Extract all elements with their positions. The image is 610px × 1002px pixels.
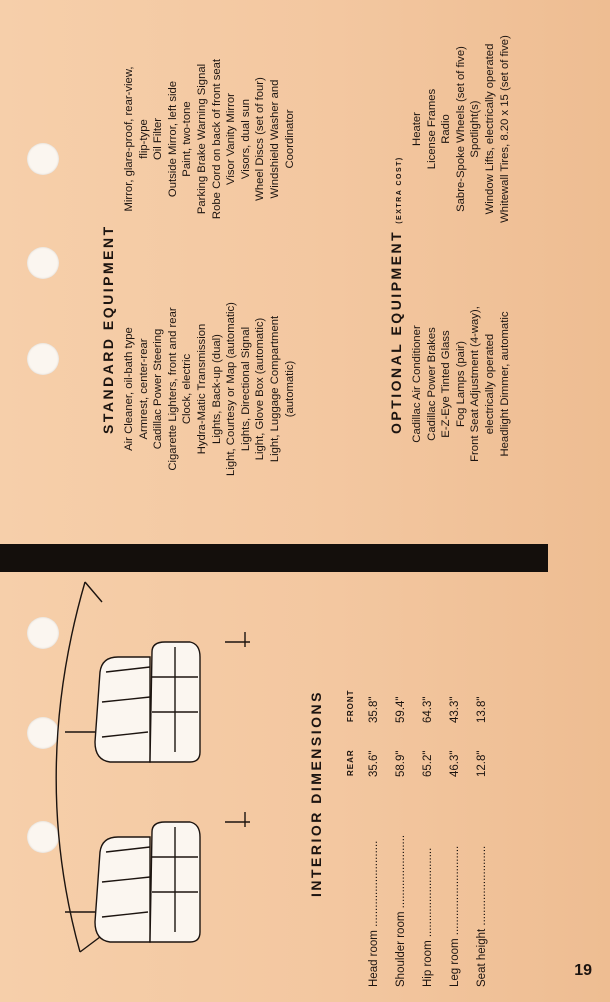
optional-equipment-item: Cadillac Air Conditioner <box>411 325 423 443</box>
standard-equipment-left-list <box>122 264 297 514</box>
standard-equipment-right-list <box>122 14 297 264</box>
rear-value: 46.3" <box>448 750 461 777</box>
standard-equipment-item: Clock, electric <box>181 353 194 425</box>
dimension-label: Seat height ......................... <box>475 845 488 987</box>
page-number: 19 <box>574 962 592 979</box>
front-value: 59.4" <box>394 696 407 723</box>
optional-equipment-right-list <box>410 4 512 254</box>
standard-equipment-item: (automatic) <box>283 360 296 418</box>
optional-equipment-item: Whitewall Tires, 8.20 x 15 (set of five) <box>498 35 511 223</box>
front-value: 64.3" <box>421 696 434 723</box>
optional-equipment-left-list <box>410 264 512 504</box>
standard-equipment-item: Light, Glove Box (automatic) <box>254 317 267 461</box>
dimensions-header-row <box>340 669 360 987</box>
dimensions-label-header <box>340 777 360 987</box>
standard-equipment-item: Parking Brake Warning Signal <box>195 63 208 215</box>
standard-equipment-item: Lights, Back-up (dual) <box>210 334 223 444</box>
standard-equipment-item: flip-type <box>137 119 150 159</box>
optional-equipment-item: Cadillac Power Brakes <box>425 327 438 441</box>
standard-equipment-item: Cigarette Lighters, front and rear <box>166 307 179 471</box>
standard-equipment-item: Wheel Discs (set of four) <box>254 77 267 201</box>
standard-equipment-item: Visors, dual sun <box>239 98 252 180</box>
optional-equipment-item: Spotlight(s) <box>469 100 482 158</box>
optional-equipment-title-text: OPTIONAL EQUIPMENT <box>388 229 404 434</box>
front-value: 43.3" <box>448 696 461 723</box>
optional-equipment-item: Heater <box>411 112 423 146</box>
standard-equipment-item: Coordinator <box>283 109 296 169</box>
table-row <box>468 669 495 987</box>
seat-diagram <box>40 572 270 972</box>
optional-equipment-item: Headlight Dimmer, automatic <box>498 311 511 457</box>
table-row <box>441 669 468 987</box>
standard-equipment-item: Outside Mirror, left side <box>166 80 179 198</box>
dimension-label: Leg room ............................ <box>448 845 461 987</box>
optional-equipment-subtitle: (EXTRA COST) <box>396 156 403 224</box>
optional-equipment-item: Front Seat Adjustment (4-way), <box>469 306 482 462</box>
standard-equipment-item: Lights, Directional Signal <box>239 326 252 452</box>
standard-equipment-item: Light, Luggage Compartment <box>268 315 281 463</box>
table-row <box>414 669 441 987</box>
optional-equipment-item: Window Lifts, electrically operated <box>483 43 496 215</box>
standard-equipment-item: Oil Filter <box>152 117 165 161</box>
front-value: 35.8" <box>367 696 380 723</box>
optional-equipment-item: electrically operated <box>483 333 496 435</box>
optional-equipment-title <box>388 156 404 434</box>
front-column-header: FRONT <box>345 689 355 722</box>
standard-equipment-item: Air Cleaner, oil-bath type <box>123 327 135 451</box>
rear-value: 12.8" <box>475 750 488 777</box>
optional-equipment-item: Radio <box>440 114 453 144</box>
standard-equipment-item: Mirror, glare-proof, rear-view, <box>123 66 135 212</box>
dimension-label: Head room ........................... <box>367 840 380 987</box>
standard-equipment-item: Hydra-Matic Transmission <box>195 323 208 455</box>
standard-equipment-item: Light, Courtesy or Map (automatic) <box>225 302 238 476</box>
standard-equipment-item: Visor Vanity Mirror <box>225 93 238 185</box>
dimensions-table <box>340 669 495 987</box>
table-row <box>360 669 387 987</box>
rear-column-header: REAR <box>345 749 355 776</box>
standard-equipment-item: Windshield Washer and <box>268 79 281 199</box>
optional-equipment-item: Sabre-Spoke Wheels (set of five) <box>454 46 467 212</box>
interior-dimensions-section <box>0 572 610 1002</box>
dimension-label: Shoulder room ....................... <box>394 834 407 987</box>
dimension-label: Hip room ............................ <box>421 847 434 987</box>
optional-equipment-item: Fog Lamps (pair) <box>454 341 467 428</box>
rear-value: 65.2" <box>421 750 434 777</box>
interior-dimensions-title: INTERIOR DIMENSIONS <box>308 690 324 897</box>
standard-equipment-title: STANDARD EQUIPMENT <box>100 224 116 434</box>
rear-value: 58.9" <box>394 750 407 777</box>
front-value: 13.8" <box>475 696 488 723</box>
optional-equipment-item: E-Z-Eye Tinted Glass <box>440 330 453 438</box>
standard-equipment-item: Robe Cord on back of front seat <box>210 58 223 220</box>
section-divider-bar <box>0 544 548 572</box>
standard-equipment-item: Paint, two-tone <box>181 101 194 177</box>
rear-value: 35.6" <box>367 750 380 777</box>
optional-equipment-item: License Frames <box>425 88 438 170</box>
standard-equipment-item: Armrest, center-rear <box>137 338 150 440</box>
table-row <box>387 669 414 987</box>
standard-equipment-item: Cadillac Power Steering <box>152 328 165 450</box>
